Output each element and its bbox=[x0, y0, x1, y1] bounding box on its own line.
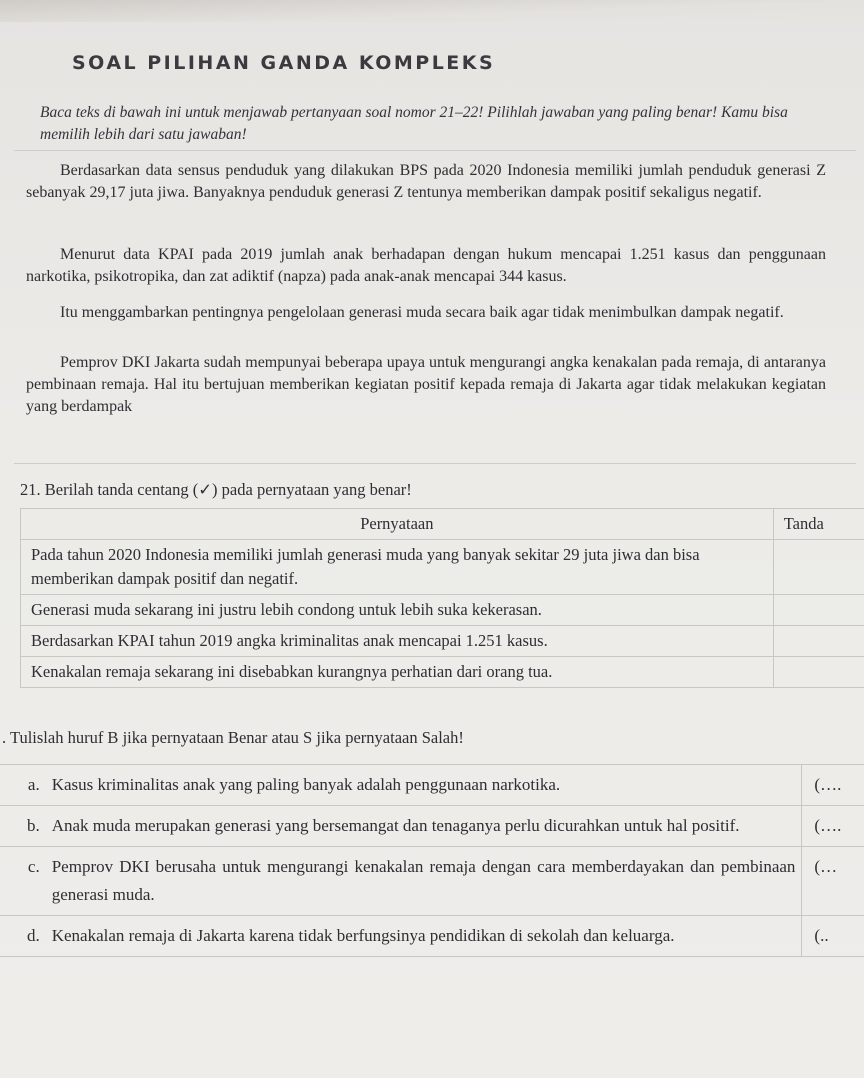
statement-cell: Generasi muda sekarang ini justru lebih condong untuk lebih suka kekerasan. bbox=[21, 595, 774, 626]
passage-paragraph-3-text: Itu menggambarkan pentingnya pengelolaan generasi muda secara baik agar tidak menimbulkan dampak negatif. bbox=[60, 304, 784, 321]
list-item bbox=[0, 765, 864, 806]
section-title: SOAL PILIHAN GANDA KOMPLEKS bbox=[72, 52, 496, 74]
item-letter: d. bbox=[0, 916, 46, 957]
passage-paragraph-1 bbox=[26, 160, 826, 204]
answer-blank[interactable]: (…. bbox=[802, 806, 864, 847]
passage-paragraph-2 bbox=[26, 244, 826, 288]
passage-paragraph-1-text: Berdasarkan data sensus penduduk yang dilakukan BPS pada 2020 Indonesia memiliki jumlah penduduk generasi Z sebanyak 29,17 juta jiwa. Banyaknya penduduk generasi Z tentunya memberikan dampak positif sekaligus negatif. bbox=[26, 162, 826, 201]
item-letter: b. bbox=[0, 806, 46, 847]
question-22-table bbox=[0, 764, 864, 957]
header-statement: Pernyataan bbox=[21, 509, 774, 540]
list-item bbox=[0, 806, 864, 847]
header-mark: Tanda bbox=[773, 509, 864, 540]
item-text: Kasus kriminalitas anak yang paling banyak adalah penggunaan narkotika. bbox=[46, 765, 802, 806]
question-21-table bbox=[20, 508, 864, 688]
item-text: Pemprov DKI berusaha untuk mengurangi kenakalan remaja dengan cara memberdayakan dan pembinaan generasi muda. bbox=[46, 847, 802, 916]
item-letter: a. bbox=[0, 765, 46, 806]
item-text: Kenakalan remaja di Jakarta karena tidak berfungsinya pendidikan di sekolah dan keluarga. bbox=[46, 916, 802, 957]
mark-cell[interactable] bbox=[773, 595, 864, 626]
statement-cell: Pada tahun 2020 Indonesia memiliki jumlah generasi muda yang banyak sekitar 29 juta jiwa dan bisa memberikan dampak positif dan negatif. bbox=[21, 540, 774, 595]
question-21-title: 21. Berilah tanda centang (✓) pada pernyataan yang benar! bbox=[20, 480, 412, 499]
statement-cell: Kenakalan remaja sekarang ini disebabkan kurangnya perhatian dari orang tua. bbox=[21, 657, 774, 688]
item-letter: c. bbox=[0, 847, 46, 916]
passage-paragraph-4-text: Pemprov DKI Jakarta sudah mempunyai beberapa upaya untuk mengurangi angka kenakalan pada remaja, di antaranya pembinaan remaja. Hal itu bertujuan memberikan kegiatan positif kepada remaja di Jakarta agar tidak melakukan kegiatan yang berdampak bbox=[26, 354, 826, 415]
table-row bbox=[21, 540, 864, 595]
table-header-row bbox=[21, 509, 864, 540]
passage-paragraph-3 bbox=[26, 302, 826, 324]
item-text: Anak muda merupakan generasi yang bersemangat dan tenaganya perlu dicurahkan untuk hal positif. bbox=[46, 806, 802, 847]
answer-blank[interactable]: (… bbox=[802, 847, 864, 916]
answer-blank[interactable]: (…. bbox=[802, 765, 864, 806]
page-top-shadow bbox=[0, 0, 864, 22]
instructions: Baca teks di bawah ini untuk menjawab pertanyaan soal nomor 21–22! Pilihlah jawaban yang paling benar! Kamu bisa memilih lebih dari satu jawaban! bbox=[40, 104, 788, 143]
mark-cell[interactable] bbox=[773, 540, 864, 595]
passage-paragraph-2-text: Menurut data KPAI pada 2019 jumlah anak berhadapan dengan hukum mencapai 1.251 kasus dan penggunaan narkotika, psikotropika, dan zat adiktif (napza) pada anak-anak mencapai 344 kasus. bbox=[26, 246, 826, 285]
table-row bbox=[21, 657, 864, 688]
mark-cell[interactable] bbox=[773, 626, 864, 657]
question-22-title: . Tulislah huruf B jika pernyataan Benar atau S jika pernyataan Salah! bbox=[2, 728, 464, 747]
statement-cell: Berdasarkan KPAI tahun 2019 angka kriminalitas anak mencapai 1.251 kasus. bbox=[21, 626, 774, 657]
list-item bbox=[0, 916, 864, 957]
answer-blank[interactable]: (.. bbox=[802, 916, 864, 957]
passage-paragraph-4 bbox=[26, 352, 826, 418]
mark-cell[interactable] bbox=[773, 657, 864, 688]
table-row bbox=[21, 626, 864, 657]
table-row bbox=[21, 595, 864, 626]
list-item bbox=[0, 847, 864, 916]
